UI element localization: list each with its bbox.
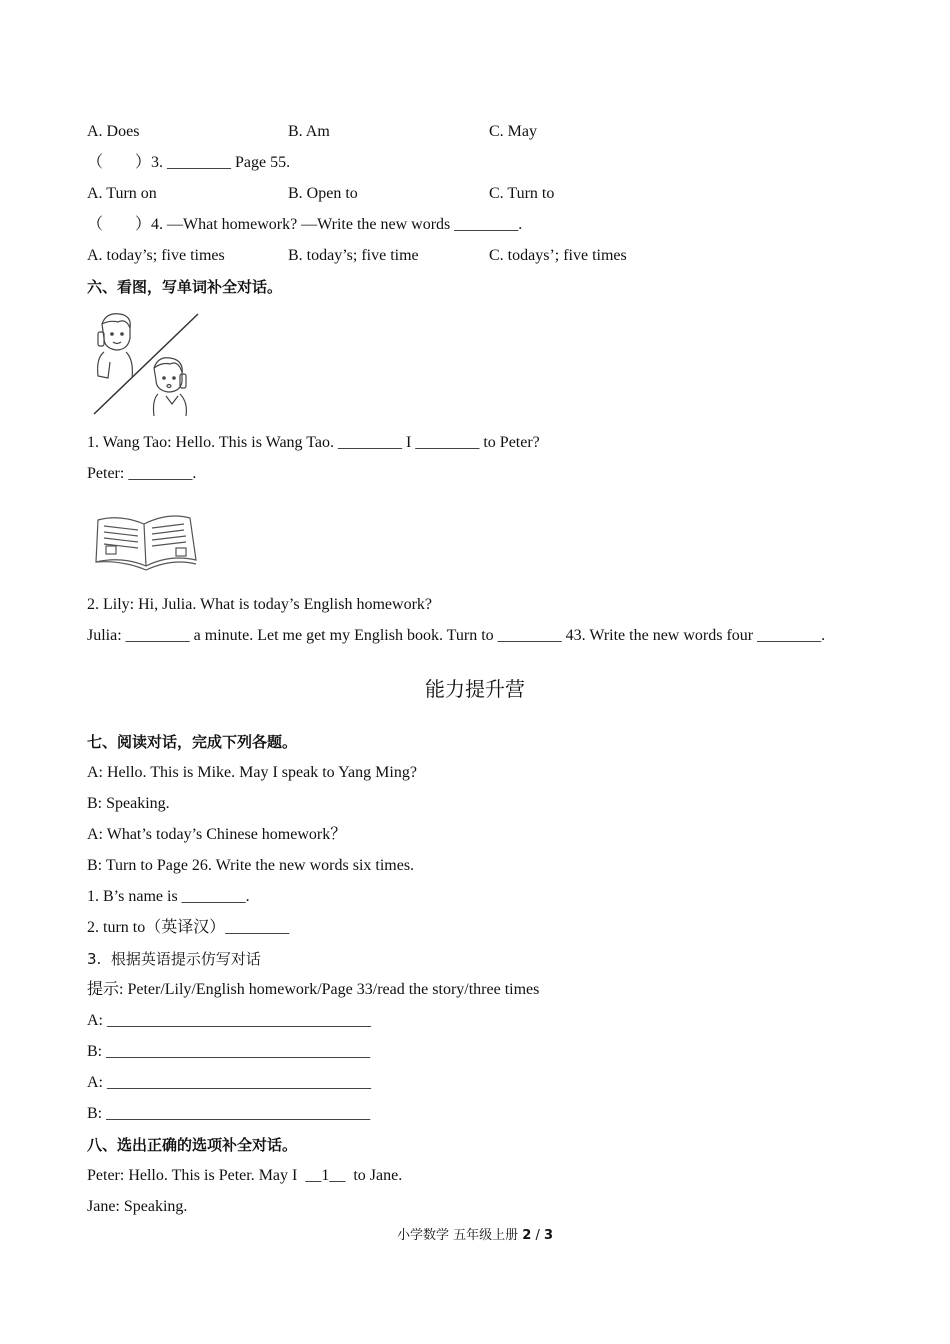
q3-option-a: A. Turn on [87, 185, 157, 202]
boy-on-phone-figure-2 [154, 358, 187, 416]
q3-stem: （ ）3. ________ Page 55. [87, 154, 291, 171]
page-number: 2 [522, 1228, 532, 1243]
q2-option-b: B. Am [288, 123, 330, 140]
q2-option-c: C. May [489, 123, 537, 140]
q4-option-c: C. todays’; five times [489, 247, 627, 264]
section7-question: 1. B’s name is ________. [87, 888, 250, 905]
answer-line: A: _________________________________ [87, 1012, 371, 1029]
footer-subject: 小学数学 五年级上册 [396, 1228, 519, 1243]
q3-option-b: B. Open to [288, 185, 358, 202]
blank-1: __1__ [305, 1167, 346, 1184]
section7-title: 七、阅读对话，完成下列各题。 [87, 733, 298, 751]
section7-question: 3. 根据英语提示仿写对话 [87, 950, 261, 968]
answer-line: B: _________________________________ [87, 1043, 371, 1060]
section8-line1-text: Peter: Hello. This is Peter. May I [87, 1167, 306, 1184]
page-footer [0, 1227, 950, 1245]
boy-on-phone-figure [98, 314, 133, 378]
section6-title: 六、看图，写单词补全对话。 [87, 278, 283, 296]
section8-title: 八、选出正确的选项补全对话。 [87, 1136, 298, 1154]
section8-line1-end: to Jane. [345, 1167, 403, 1184]
section7-line: B: Speaking. [87, 795, 170, 812]
section8-line2: Jane: Speaking. [87, 1198, 188, 1215]
section7-question: 2. turn to（英译汉）________ [87, 919, 290, 936]
q3-option-c: C. Turn to [489, 185, 555, 202]
answer-line: A: _________________________________ [87, 1074, 371, 1091]
page-total: 3 [543, 1228, 554, 1243]
q4-stem: （ ）4. —What homework? —Write the new words ________. [87, 216, 523, 233]
page-separator: / [531, 1228, 544, 1243]
section6-dialogue1-line1: 1. Wang Tao: Hello. This is Wang Tao. ________ I ________ to Peter? [87, 434, 540, 451]
open-book-illustration [92, 510, 198, 572]
section6-dialogue2-line2: Julia: ________ a minute. Let me get my English book. Turn to ________ 43. Write the new words four ________. [87, 627, 826, 644]
section7-hint: 提示: Peter/Lily/English homework/Page 33/read the story/three times [87, 981, 540, 998]
q4-option-b: B. today’s; five time [288, 247, 419, 264]
section7-line: B: Turn to Page 26. Write the new words six times. [87, 857, 415, 874]
section7-line: A: What’s today’s Chinese homework？ [87, 826, 347, 843]
section7-line: A: Hello. This is Mike. May I speak to Yang Ming? [87, 764, 417, 781]
q4-option-a: A. today’s; five times [87, 247, 225, 264]
section8-line1 [87, 1166, 402, 1186]
section-heading: 能力提升营 [425, 677, 525, 701]
phone-call-illustration [88, 308, 203, 420]
section6-dialogue1-line2: Peter: ________. [87, 465, 197, 482]
answer-line: B: _________________________________ [87, 1105, 371, 1122]
section6-dialogue2-line1: 2. Lily: Hi, Julia. What is today’s English homework? [87, 596, 432, 613]
q2-option-a: A. Does [87, 123, 140, 140]
